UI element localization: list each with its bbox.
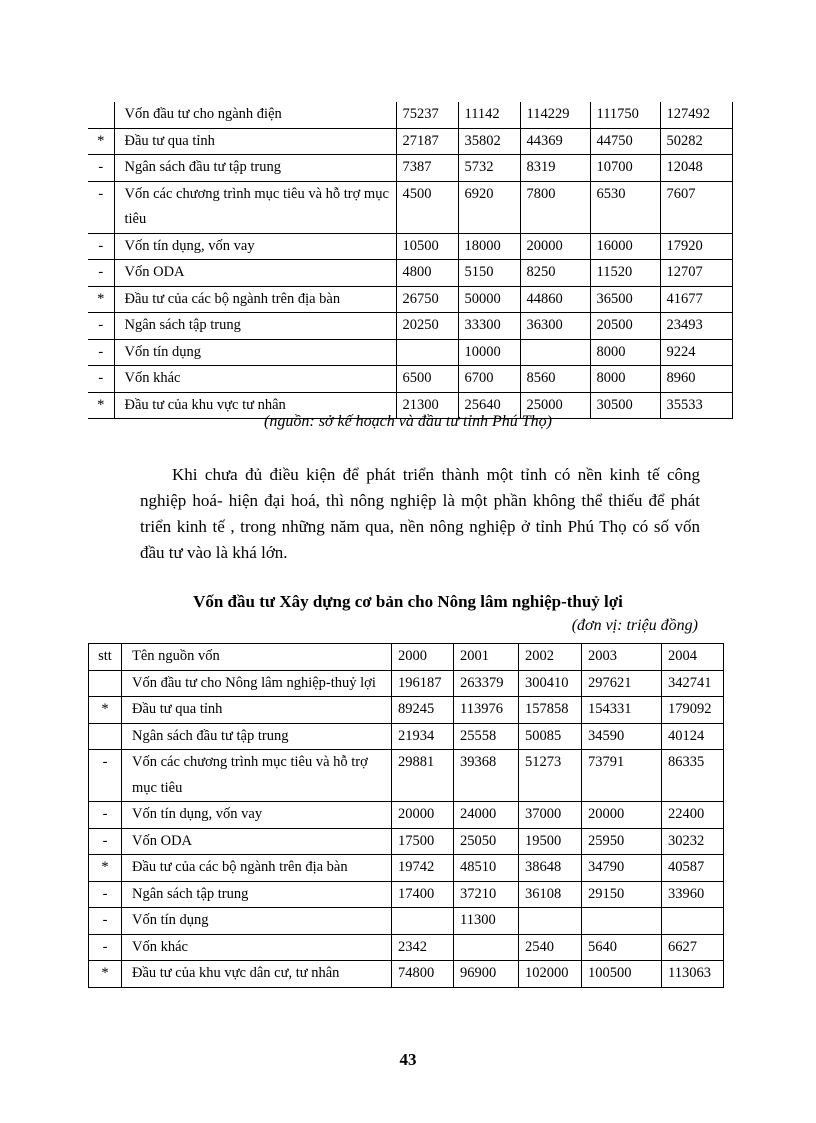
row-source-name: Vốn đầu tư cho Nông lâm nghiệp-thuỷ lợi <box>122 670 392 697</box>
cell-2004: 30232 <box>662 828 724 855</box>
row-source-name: Đầu tư qua tỉnh <box>122 697 392 724</box>
table-row <box>88 313 732 340</box>
table-row <box>89 934 724 961</box>
cell-2004: 17920 <box>660 233 732 260</box>
cell-2002: 50085 <box>519 723 582 750</box>
cell-2001: 96900 <box>454 961 519 988</box>
cell-2004: 12707 <box>660 260 732 287</box>
cell-2004: 86335 <box>662 750 724 802</box>
cell-2004: 40587 <box>662 855 724 882</box>
table-row <box>88 286 732 313</box>
table-row <box>88 233 732 260</box>
cell-2003: 297621 <box>582 670 662 697</box>
row-stt: - <box>89 828 122 855</box>
cell-2002: 300410 <box>519 670 582 697</box>
row-stt <box>89 670 122 697</box>
cell-2002: 157858 <box>519 697 582 724</box>
cell-2004: 113063 <box>662 961 724 988</box>
cell-2001: 24000 <box>454 802 519 829</box>
cell-2000: 21934 <box>392 723 454 750</box>
row-source-name: Vốn khác <box>122 934 392 961</box>
table-row <box>89 670 724 697</box>
cell-2004: 23493 <box>660 313 732 340</box>
cell-2001: 11300 <box>454 908 519 935</box>
row-stt: * <box>88 128 114 155</box>
table-title: Vốn đầu tư Xây dựng cơ bản cho Nông lâm nghiệp-thuỷ lợi <box>193 592 623 611</box>
cell-2002: 102000 <box>519 961 582 988</box>
cell-2001 <box>454 934 519 961</box>
row-stt: * <box>89 961 122 988</box>
table-row <box>89 908 724 935</box>
cell-2002: 44860 <box>520 286 590 313</box>
row-source-name: Đầu tư của khu vực dân cư, tư nhân <box>122 961 392 988</box>
row-stt: - <box>88 366 114 393</box>
row-source-name: Vốn tín dụng <box>114 339 396 366</box>
table-row <box>88 128 732 155</box>
header-year: 2000 <box>392 644 454 671</box>
table-row <box>89 828 724 855</box>
row-source-name: Vốn đầu tư cho ngành điện <box>114 102 396 128</box>
row-source-name: Vốn các chương trình mục tiêu và hỗ trợ mục tiêu <box>114 181 396 233</box>
cell-2000: 19742 <box>392 855 454 882</box>
cell-2003: 11520 <box>590 260 660 287</box>
cell-2003: 34590 <box>582 723 662 750</box>
table-row <box>88 339 732 366</box>
cell-2000: 27187 <box>396 128 458 155</box>
header-stt: stt <box>89 644 122 671</box>
cell-2004: 35533 <box>660 392 732 419</box>
cell-2000: 196187 <box>392 670 454 697</box>
cell-2003: 73791 <box>582 750 662 802</box>
row-source-name: Vốn tín dụng, vốn vay <box>114 233 396 260</box>
row-source-name: Ngân sách tập trung <box>114 313 396 340</box>
cell-2000: 20250 <box>396 313 458 340</box>
cell-2002: 36300 <box>520 313 590 340</box>
table-row <box>88 366 732 393</box>
source-note: (nguồn: sở kế hoạch và đầu tư tỉnh Phú Thọ) <box>264 413 552 430</box>
row-source-name: Đầu tư của các bộ ngành trên địa bàn <box>122 855 392 882</box>
cell-2001: 113976 <box>454 697 519 724</box>
table-row <box>89 697 724 724</box>
header-year: 2004 <box>662 644 724 671</box>
cell-2003: 5640 <box>582 934 662 961</box>
cell-2003: 30500 <box>590 392 660 419</box>
cell-2002: 114229 <box>520 102 590 128</box>
cell-2002: 36108 <box>519 881 582 908</box>
cell-2000: 17400 <box>392 881 454 908</box>
cell-2001: 6920 <box>458 181 520 233</box>
table-row <box>89 855 724 882</box>
row-source-name: Ngân sách đầu tư tập trung <box>122 723 392 750</box>
cell-2000: 7387 <box>396 155 458 182</box>
cell-2002: 2540 <box>519 934 582 961</box>
cell-2001: 25558 <box>454 723 519 750</box>
cell-2002: 25000 <box>520 392 590 419</box>
row-stt: * <box>88 392 114 419</box>
cell-2003 <box>582 908 662 935</box>
cell-2003: 25950 <box>582 828 662 855</box>
cell-2003: 16000 <box>590 233 660 260</box>
row-source-name: Đầu tư của các bộ ngành trên địa bàn <box>114 286 396 313</box>
cell-2004: 6627 <box>662 934 724 961</box>
cell-2000: 20000 <box>392 802 454 829</box>
row-stt: - <box>88 155 114 182</box>
table-agriculture-investment <box>88 643 724 988</box>
table-electricity-investment <box>88 102 733 419</box>
cell-2001: 39368 <box>454 750 519 802</box>
row-stt <box>89 723 122 750</box>
cell-2001: 5150 <box>458 260 520 287</box>
cell-2004: 179092 <box>662 697 724 724</box>
cell-2003: 100500 <box>582 961 662 988</box>
table-row <box>88 102 732 128</box>
cell-2004: 22400 <box>662 802 724 829</box>
row-stt: - <box>89 750 122 802</box>
cell-2004: 33960 <box>662 881 724 908</box>
table-header-row <box>89 644 724 671</box>
cell-2004: 8960 <box>660 366 732 393</box>
cell-2002 <box>520 339 590 366</box>
row-source-name: Đầu tư của khu vực tư nhân <box>114 392 396 419</box>
cell-2001: 11142 <box>458 102 520 128</box>
row-source-name: Vốn ODA <box>114 260 396 287</box>
cell-2002 <box>519 908 582 935</box>
table-row <box>88 181 732 233</box>
row-stt: - <box>88 339 114 366</box>
header-name: Tên nguồn vốn <box>122 644 392 671</box>
cell-2004: 41677 <box>660 286 732 313</box>
row-source-name: Vốn tín dụng <box>122 908 392 935</box>
cell-2002: 8560 <box>520 366 590 393</box>
cell-2000: 17500 <box>392 828 454 855</box>
cell-2002: 51273 <box>519 750 582 802</box>
cell-2001: 50000 <box>458 286 520 313</box>
cell-2003: 154331 <box>582 697 662 724</box>
cell-2003: 34790 <box>582 855 662 882</box>
cell-2000: 4500 <box>396 181 458 233</box>
cell-2001: 35802 <box>458 128 520 155</box>
cell-2003: 111750 <box>590 102 660 128</box>
cell-2000: 75237 <box>396 102 458 128</box>
cell-2004: 40124 <box>662 723 724 750</box>
row-stt: - <box>89 802 122 829</box>
cell-2003: 20000 <box>582 802 662 829</box>
cell-2000: 29881 <box>392 750 454 802</box>
row-source-name: Ngân sách tập trung <box>122 881 392 908</box>
table-row <box>89 723 724 750</box>
cell-2000: 2342 <box>392 934 454 961</box>
table-row <box>89 881 724 908</box>
cell-2004 <box>662 908 724 935</box>
cell-2000: 26750 <box>396 286 458 313</box>
row-stt: * <box>88 286 114 313</box>
cell-2001: 5732 <box>458 155 520 182</box>
row-stt <box>88 102 114 128</box>
cell-2001: 6700 <box>458 366 520 393</box>
cell-2002: 44369 <box>520 128 590 155</box>
row-stt: - <box>88 260 114 287</box>
page-number: 43 <box>399 1050 417 1069</box>
table-row <box>88 260 732 287</box>
cell-2003: 8000 <box>590 366 660 393</box>
body-paragraph: Khi chưa đủ điều kiện để phát triển thành một tỉnh có nền kinh tế công nghiệp hoá- hiện đại hoá, thì nông nghiệp là một phần không thể thiếu để phát triển kinh tế , trong những năm qua, nền nông nghiệp ở tỉnh Phú Thọ có số vốn đầu tư vào là khá lớn. <box>140 465 700 562</box>
cell-2002: 37000 <box>519 802 582 829</box>
row-stt: - <box>89 881 122 908</box>
header-year: 2003 <box>582 644 662 671</box>
cell-2002: 38648 <box>519 855 582 882</box>
row-source-name: Vốn các chương trình mục tiêu và hỗ trợ mục tiêu <box>122 750 392 802</box>
cell-2000: 6500 <box>396 366 458 393</box>
table-row <box>89 961 724 988</box>
row-source-name: Vốn tín dụng, vốn vay <box>122 802 392 829</box>
cell-2000: 10500 <box>396 233 458 260</box>
cell-2004: 342741 <box>662 670 724 697</box>
cell-2002: 20000 <box>520 233 590 260</box>
row-stt: - <box>88 181 114 233</box>
cell-2003: 44750 <box>590 128 660 155</box>
cell-2003: 20500 <box>590 313 660 340</box>
cell-2004: 50282 <box>660 128 732 155</box>
cell-2002: 8250 <box>520 260 590 287</box>
cell-2001: 48510 <box>454 855 519 882</box>
row-source-name: Đầu tư qua tỉnh <box>114 128 396 155</box>
cell-2001: 25640 <box>458 392 520 419</box>
row-stt: * <box>89 697 122 724</box>
cell-2000: 74800 <box>392 961 454 988</box>
cell-2001: 263379 <box>454 670 519 697</box>
cell-2001: 18000 <box>458 233 520 260</box>
row-stt: - <box>88 313 114 340</box>
cell-2002: 8319 <box>520 155 590 182</box>
unit-note: (đơn vị: triệu đồng) <box>571 617 698 634</box>
cell-2004: 127492 <box>660 102 732 128</box>
header-year: 2001 <box>454 644 519 671</box>
cell-2003: 6530 <box>590 181 660 233</box>
cell-2003: 36500 <box>590 286 660 313</box>
row-stt: - <box>89 934 122 961</box>
cell-2001: 37210 <box>454 881 519 908</box>
cell-2000 <box>396 339 458 366</box>
cell-2000: 89245 <box>392 697 454 724</box>
cell-2004: 7607 <box>660 181 732 233</box>
row-source-name: Vốn khác <box>114 366 396 393</box>
cell-2003: 10700 <box>590 155 660 182</box>
row-stt: - <box>89 908 122 935</box>
row-source-name: Vốn ODA <box>122 828 392 855</box>
cell-2001: 10000 <box>458 339 520 366</box>
cell-2000 <box>392 908 454 935</box>
table-row <box>88 155 732 182</box>
cell-2004: 9224 <box>660 339 732 366</box>
row-source-name: Ngân sách đầu tư tập trung <box>114 155 396 182</box>
cell-2000: 4800 <box>396 260 458 287</box>
cell-2004: 12048 <box>660 155 732 182</box>
table-row <box>89 750 724 802</box>
cell-2000: 21300 <box>396 392 458 419</box>
cell-2002: 7800 <box>520 181 590 233</box>
cell-2001: 25050 <box>454 828 519 855</box>
header-year: 2002 <box>519 644 582 671</box>
cell-2001: 33300 <box>458 313 520 340</box>
table-row <box>89 802 724 829</box>
cell-2002: 19500 <box>519 828 582 855</box>
row-stt: * <box>89 855 122 882</box>
cell-2003: 29150 <box>582 881 662 908</box>
row-stt: - <box>88 233 114 260</box>
cell-2003: 8000 <box>590 339 660 366</box>
